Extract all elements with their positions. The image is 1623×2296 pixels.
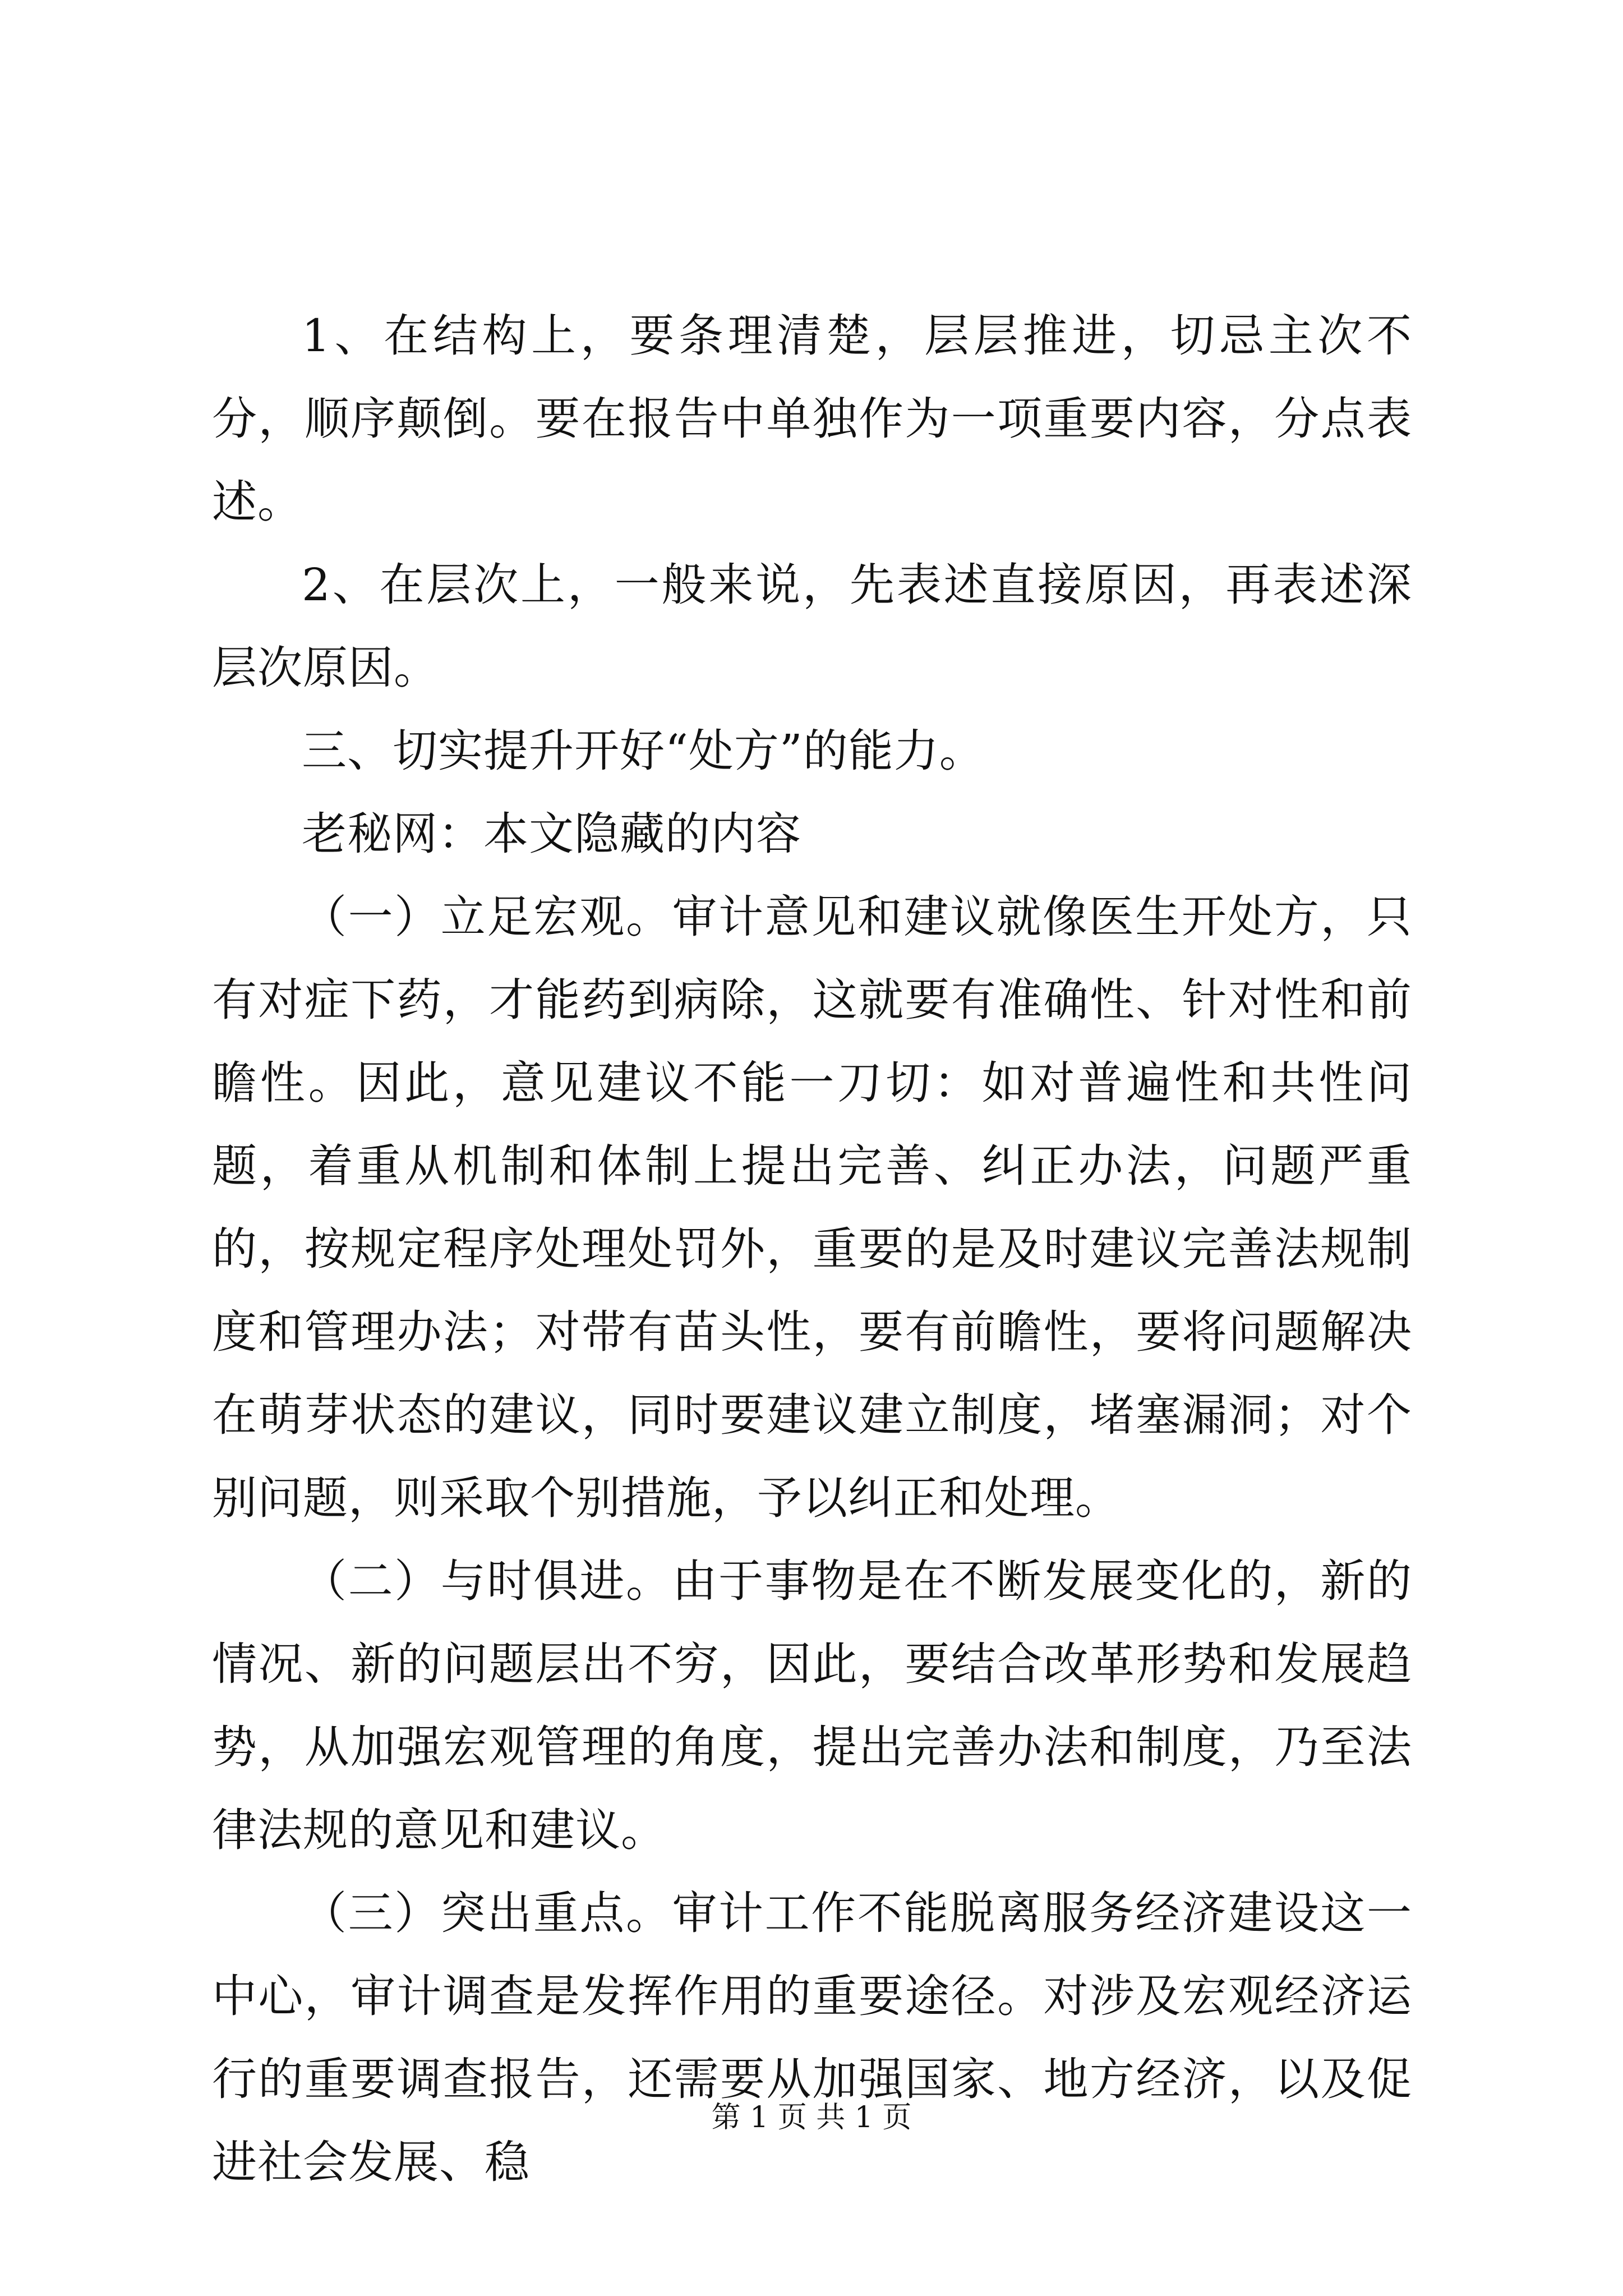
paragraph-levels: 2、在层次上，一般来说，先表述直接原因，再表述深层次原因。 — [212, 559, 1412, 694]
document-body — [212, 295, 1412, 2204]
paragraph-structure: 1、在结构上，要条理清楚，层层推进，切忌主次不分，顺序颠倒。要在报告中单独作为一项重要内容，分点表述。 — [212, 310, 1412, 528]
paragraph-keep-pace: （二）与时俱进。由于事物是在不断发展变化的，新的情况、新的问题层出不穷，因此，要结合改革形势和发展趋势，从加强宏观管理的角度，提出完善办法和制度，乃至法律法规的意见和建议。 — [212, 1555, 1412, 1856]
hidden-content-notice: 老秘网：本文隐藏的内容 — [302, 808, 801, 860]
page-footer: 第 1 页 共 1 页 — [711, 2101, 912, 2134]
paragraph-key-points: （三）突出重点。审计工作不能脱离服务经济建设这一中心，审计调查是发挥作用的重要途径。对涉及宏观经济运行的重要调查报告，还需要从加强国家、地方经济，以及促进社会发展、稳 — [212, 1887, 1412, 2188]
section-heading-three: 三、切实提升开好“处方”的能力。 — [302, 725, 985, 777]
paragraph-macro: （一）立足宏观。审计意见和建议就像医生开处方，只有对症下药，才能药到病除，这就要有准确性、针对性和前瞻性。因此，意见建议不能一刀切：如对普遍性和共性问题，着重从机制和体制上提出完善、纠正办法，问题严重的，按规定程序处理处罚外，重要的是及时建议完善法规制度和管理办法；对带有苗头性，要有前瞻性，要将问题解决在萌芽状态的建议，同时要建议建立制度，堵塞漏洞；对个别问题，则采取个别措施，予以纠正和处理。 — [212, 891, 1412, 1524]
